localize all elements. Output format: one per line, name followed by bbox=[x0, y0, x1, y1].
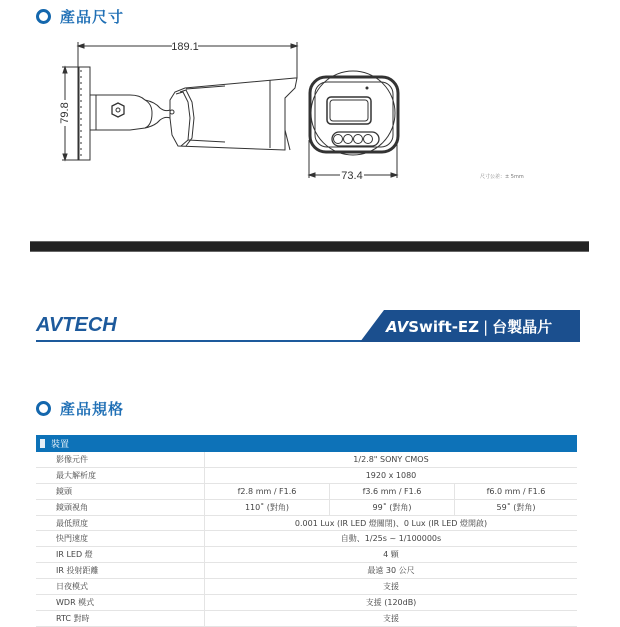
product-line-name: Swift-EZ bbox=[408, 318, 480, 336]
front-view bbox=[309, 71, 398, 182]
spec-table bbox=[36, 435, 577, 627]
spec-table-header: 裝置 bbox=[36, 435, 577, 452]
table-row: IR 投射距離 最遠 30 公尺 bbox=[36, 563, 577, 579]
table-row: 影像元件 1/2.8" SONY CMOS bbox=[36, 452, 577, 467]
table-row: RTC 對時 支援 bbox=[36, 610, 577, 626]
table-row: 快門速度 自動、1/25s ~ 1/100000s bbox=[36, 531, 577, 547]
table-row: 最低照度 0.001 Lux (IR LED 燈關閉)、0 Lux (IR LED 燈開啟) bbox=[36, 515, 577, 531]
circle-bullet-icon bbox=[36, 401, 51, 416]
ribbon-separator: | bbox=[483, 318, 489, 336]
section-divider bbox=[30, 241, 589, 252]
brand-banner bbox=[30, 310, 590, 344]
ribbon-text bbox=[386, 316, 552, 337]
avswift-logo-mark: AV bbox=[386, 318, 409, 336]
circle-bullet-icon bbox=[36, 9, 51, 24]
tolerance-note: 尺寸公差：± 5mm bbox=[480, 174, 524, 180]
height-dimension bbox=[58, 67, 90, 160]
dimension-drawing bbox=[0, 30, 620, 200]
header-square-icon bbox=[40, 439, 45, 448]
dimensions-section-title: 產品尺寸 bbox=[36, 6, 124, 27]
table-row: 最大解析度 1920 x 1080 bbox=[36, 467, 577, 483]
height-label: 79.8 bbox=[59, 102, 71, 124]
width-label: 189.1 bbox=[171, 41, 199, 53]
chip-tagline: 台製晶片 bbox=[492, 318, 553, 336]
table-row: 鏡頭視角 110˚ (對角) 99˚ (對角) 59˚ (對角) bbox=[36, 499, 577, 515]
table-row: IR LED 燈 4 顆 bbox=[36, 547, 577, 563]
table-row: 日夜模式 支援 bbox=[36, 579, 577, 595]
front-width-label: 73.4 bbox=[341, 170, 363, 182]
table-row: 鏡頭 f2.8 mm / F1.6 f3.6 mm / F1.6 f6.0 mm / F1.6 bbox=[36, 483, 577, 499]
specs-section-title: 產品規格 bbox=[36, 398, 124, 419]
table-row: WDR 模式 支援 (120dB) bbox=[36, 595, 577, 611]
avtech-logo: AVTECH bbox=[36, 314, 117, 336]
